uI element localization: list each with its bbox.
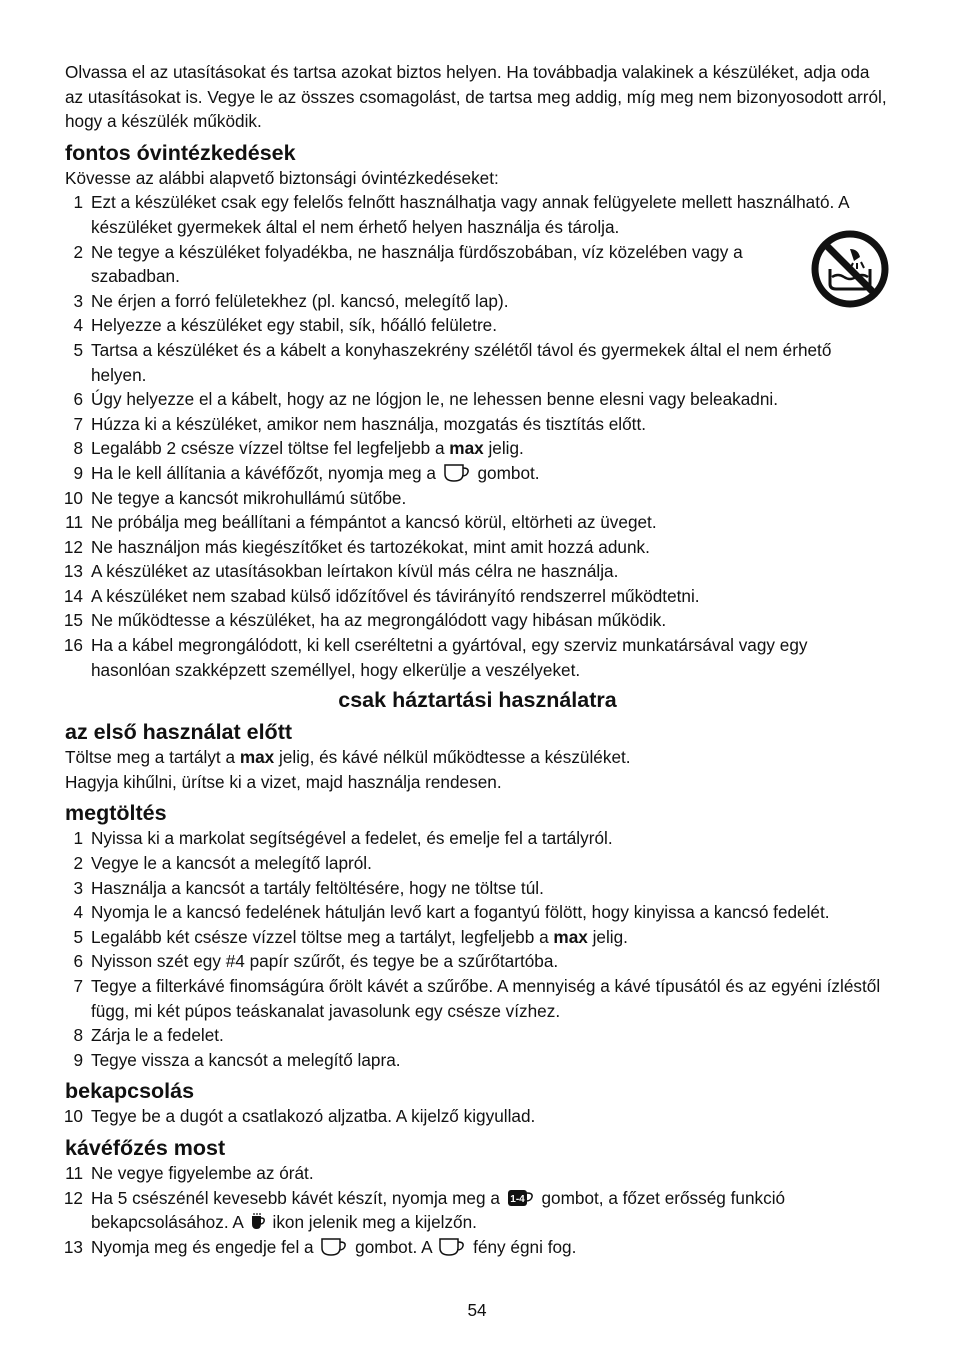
list-item: 9 Ha le kell állítania a kávéfőzőt, nyomja meg a gombot. xyxy=(73,462,540,483)
first-use-heading: az első használat előtt xyxy=(65,720,293,745)
cup-button-icon xyxy=(320,1238,348,1256)
list-item: 4 Nyomja le a kancsó fedelének hátulján levő kart a fogantyú fölött, hogy kinyissa a kancsó fedelét. xyxy=(73,902,830,923)
list-item: 11 Ne vegye figyelembe az órát. xyxy=(65,1162,314,1183)
page-number: 54 xyxy=(467,1300,487,1320)
list-item: 3 Használja a kancsót a tartály feltöltésére, hogy ne töltse túl. xyxy=(73,877,544,898)
intro-paragraph: Olvassa el az utasításokat és tartsa azokat biztos helyen. Ha továbbadja valakinek a készüléket, adja oda az utasításokat is. Vegye le az összes csomagolást, de tartsa meg addig, míg meg nem bizonyosodott arról, hogy a készülék működik. xyxy=(65,62,887,132)
list-item: 5 Tartsa a készüléket és a kábelt a konyhaszekrény szélétől távol és gyermekek által el nem érhető helyen. xyxy=(73,339,832,385)
list-item: 13 Nyomja meg és engedje fel a gombot. A fény égni fog. xyxy=(63,1236,577,1257)
list-item: 11 Ne próbálja meg beállítani a fémpántot a kancsó körül, eltörheti az üveget. xyxy=(65,512,657,533)
household-use-heading: csak háztartási használatra xyxy=(338,688,617,713)
strength-button-icon xyxy=(507,1189,535,1207)
list-item: 6 Úgy helyezze el a kábelt, hogy az ne lógjon le, ne lehessen benne elesni vagy beleakadni. xyxy=(73,389,779,410)
list-item: 7 Tegye a filterkávé finomságúra őrölt kávét a szűrőbe. A mennyiség a kávé típusától és az egyéni ízléstől függ, mi két púpos teáskanalat javasolunk egy csésze vízhez. xyxy=(73,976,881,1021)
list-item: 4 Helyezze a készüléket egy stabil, sík, hőálló felületre. xyxy=(73,315,498,336)
list-item: 7 Húzza ki a készüléket, amikor nem használja, mozgatás és tisztítás előtt. xyxy=(73,413,647,434)
strength-indicator-icon xyxy=(250,1213,266,1231)
list-item: 10 Ne tegye a kancsót mikrohullámú sütőbe. xyxy=(63,487,407,508)
list-item: 3 Ne érjen a forró felületekhez (pl. kancsó, melegítő lap). xyxy=(73,290,509,311)
list-item: 16 Ha a kábel megrongálódott, ki kell cseréltetni a gyártóval, egy szerviz munkatársával vagy egy hasonlóan szakképzett személlyel, hogy elkerülje a veszélyeket. xyxy=(63,635,808,680)
filling-heading: megtöltés xyxy=(65,801,167,826)
list-item: 12 Ha 5 csészénél kevesebb kávét készít, nyomja meg a 1-4 gombot, a főzet erősség funkció bekapcsolásához. A ikon jelenik meg a kijelzőn. xyxy=(63,1187,786,1233)
cup-button-icon xyxy=(443,464,471,482)
list-item: 2 Ne tegye a készüléket folyadékba, ne használja fürdőszobában, víz közelében vagy a szabadban. xyxy=(73,241,743,287)
list-item: 9 Tegye vissza a kancsót a melegítő lapra. xyxy=(73,1049,401,1070)
list-item: 14 A készüléket nem szabad külső időzítővel és távirányító rendszerrel működtetni. xyxy=(63,585,700,606)
list-item: 8 Zárja le a fedelet. xyxy=(73,1025,224,1046)
brew-list xyxy=(65,1161,890,1259)
filling-list xyxy=(65,826,890,1072)
list-item: 2 Vegye le a kancsót a melegítő lapról. xyxy=(73,853,372,874)
list-item: 10 Tegye be a dugót a csatlakozó aljzatba. A kijelző kigyullad. xyxy=(63,1106,536,1127)
list-item: 1 Nyissa ki a markolat segítségével a fedelet, és emelje fel a tartályról. xyxy=(73,828,613,849)
first-use-line: Hagyja kihűlni, ürítse ki a vizet, majd használja rendesen. xyxy=(65,771,502,792)
document-page xyxy=(65,60,890,1259)
no-bathroom-water-icon xyxy=(810,229,890,309)
list-item: 6 Nyisson szét egy #4 papír szűrőt, és tegye be a szűrőtartóba. xyxy=(73,951,559,972)
strength-button-label: 1-4 xyxy=(509,1193,525,1205)
safety-lead: Kövesse az alábbi alapvető biztonsági óvintézkedéseket: xyxy=(65,167,499,188)
list-item: 1 Ezt a készüléket csak egy felelős felnőtt használhatja vagy annak felügyelete mellett használható. A készüléket gyermekek által el nem érhető helyen használja és tárolja. xyxy=(73,192,849,237)
switch-on-heading: bekapcsolás xyxy=(65,1079,195,1104)
cup-light-icon xyxy=(438,1238,466,1256)
brew-heading: kávéfőzés most xyxy=(65,1135,226,1160)
list-item: 8 Legalább 2 csésze vízzel töltse fel legfeljebb a max jelig. xyxy=(73,438,524,459)
list-item: 13 A készüléket az utasításokban leírtakon kívül más célra ne használja. xyxy=(63,561,619,582)
safety-list xyxy=(65,190,890,682)
first-use-line: Töltse meg a tartályt a max jelig, és kávé nélkül működtesse a készüléket. xyxy=(65,747,631,768)
list-item: 5 Legalább két csésze vízzel töltse meg a tartályt, legfeljebb a max jelig. xyxy=(73,926,628,947)
safety-heading: fontos óvintézkedések xyxy=(65,140,296,165)
list-item: 12 Ne használjon más kiegészítőket és tartozékokat, mint amit hozzá adunk. xyxy=(63,536,650,557)
switch-on-list xyxy=(65,1104,890,1129)
list-item: 15 Ne működtesse a készüléket, ha az megrongálódott vagy hibásan működik. xyxy=(63,610,667,631)
